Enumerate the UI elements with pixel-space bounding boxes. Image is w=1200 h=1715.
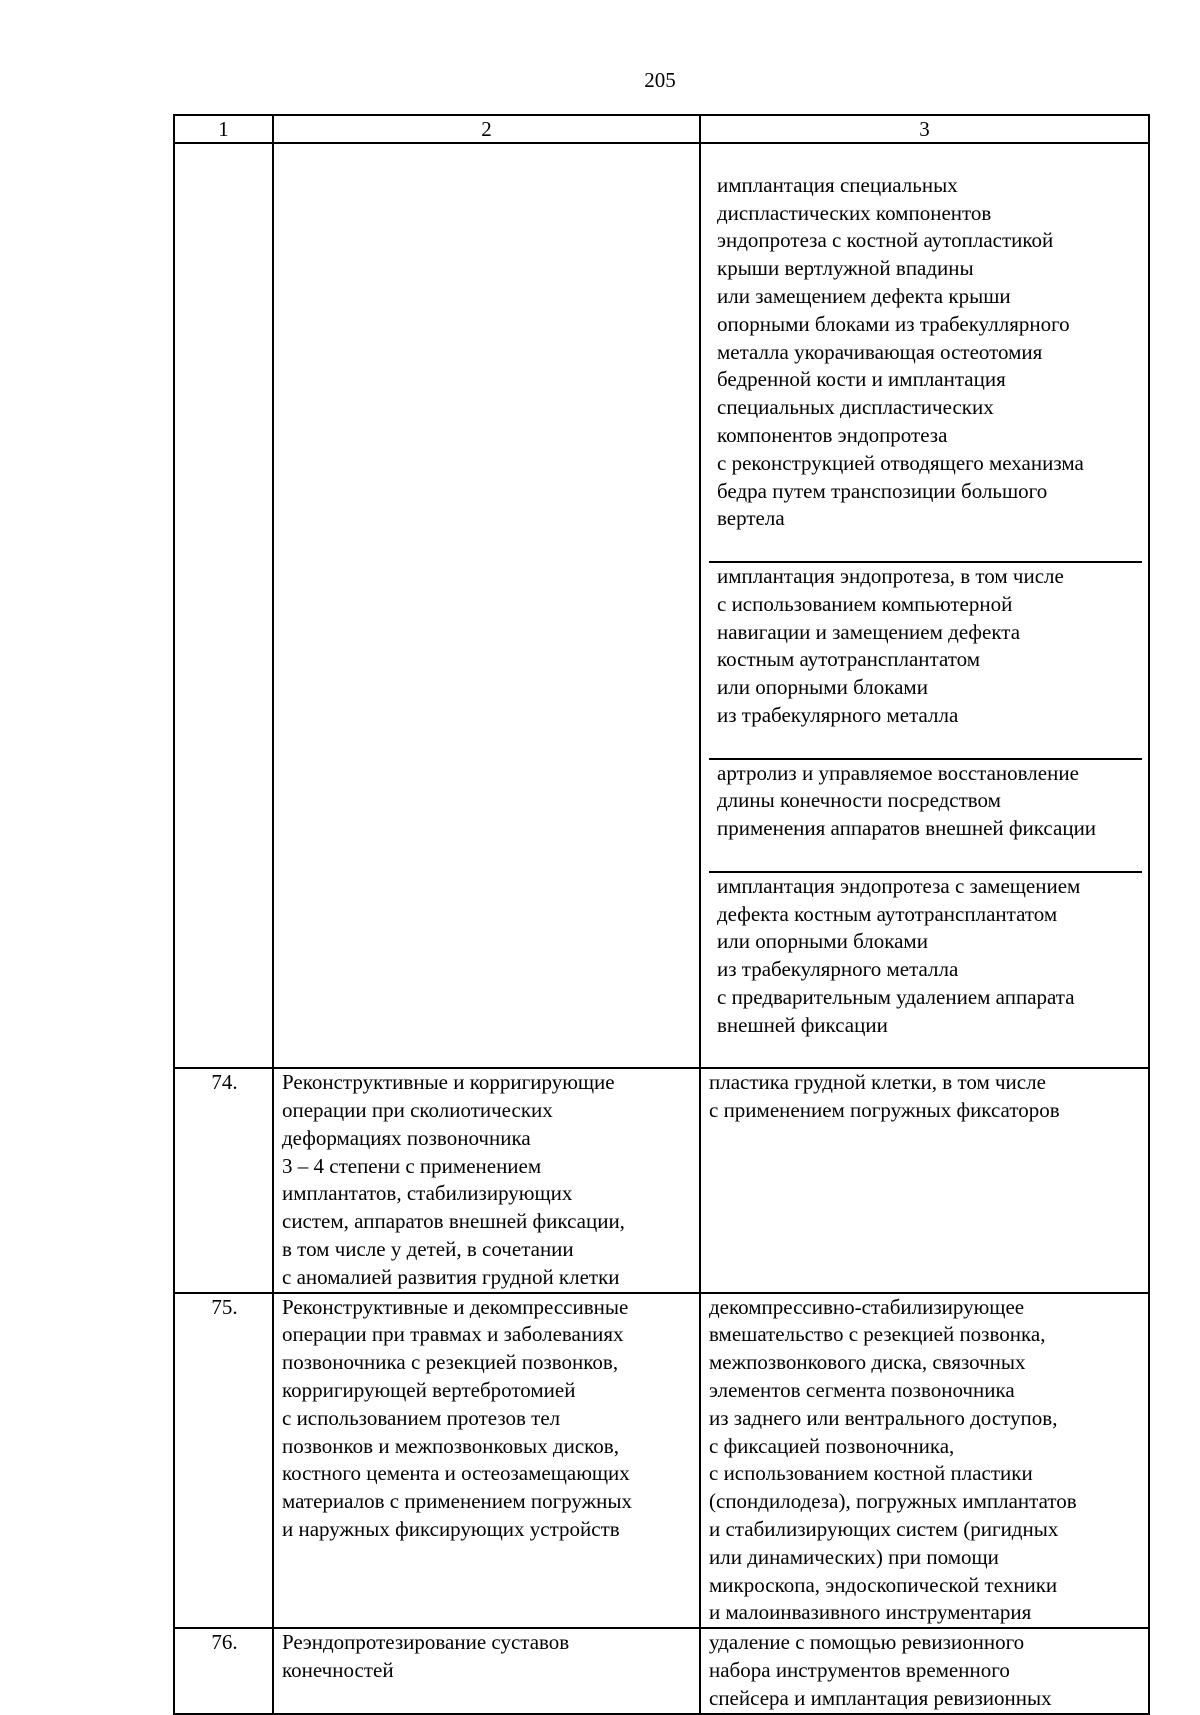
- column-header-1: 1: [174, 115, 273, 143]
- column-header-2: 2: [273, 115, 700, 143]
- table-row-continuation: [174, 143, 1149, 1068]
- page-number: 205: [644, 68, 676, 92]
- row-description-cell: [273, 143, 700, 1068]
- method-item: имплантация специальных диспластических компонентов эндопротеза с костной аутопластикой крыши вертлужной впадины или замещением дефекта крыши опорными блоками из трабекуллярного металла укорачивающая остеотомия бедренной кости и имплантация специальных диспластических компонентов эндопротеза с реконструкцией отводящего механизма бедра путем транспозиции большого вертела: [717, 172, 1084, 531]
- row-method: пластика грудной клетки, в том числе с применением погружных фиксаторов: [700, 1068, 1149, 1292]
- method-item: артролиз и управляемое восстановление длины конечности посредством применения аппаратов внешней фиксации: [709, 758, 1142, 843]
- row-description: Реэндопротезирование суставов конечностей: [273, 1628, 700, 1713]
- row-method: декомпрессивно-стабилизирующее вмешательство с резекцией позвонка, межпозвонкового диска, связочных элементов сегмента позвоночника из заднего или вентрального доступов, с фиксацией позвоночника, с использованием костной пластики (спондилодеза), погружных имплантатов и стабилизирующих систем (ригидных или динамических) при помощи микроскопа, эндоскопической техники и малоинвазивного инструментария: [700, 1293, 1149, 1629]
- method-item: имплантация эндопротеза с замещением дефекта костным аутотрансплантатом или опорными блоками из трабекулярного металла с предварительным удалением аппарата внешней фиксации: [709, 871, 1142, 1040]
- row-number: 75.: [174, 1293, 273, 1629]
- row-number-cell: [174, 143, 273, 1068]
- row-method: удаление с помощью ревизионного набора инструментов временного спейсера и имплантация ревизионных: [700, 1628, 1149, 1713]
- row-description: Реконструктивные и декомпрессивные операции при травмах и заболеваниях позвоночника с резекцией позвонков, корригирующей вертебротомией с использованием протезов тел позвонков и межпозвонковых дисков, костного цемента и остеозамещающих материалов с применением погружных и наружных фиксирующих устройств: [273, 1293, 700, 1629]
- table-row: [174, 1293, 1149, 1629]
- procedures-table: [173, 114, 1150, 1715]
- row-number: 76.: [174, 1628, 273, 1713]
- method-item: имплантация эндопротеза, в том числе с использованием компьютерной навигации и замещением дефекта костным аутотрансплантатом или опорными блоками из трабекулярного металла: [709, 561, 1142, 730]
- column-header-3: 3: [700, 115, 1149, 143]
- table-header-row: [174, 115, 1149, 143]
- table-row: [174, 1068, 1149, 1292]
- row-description: Реконструктивные и корригирующие операции при сколиотических деформациях позвоночника 3 – 4 степени с применением имплантатов, стабилизирующих систем, аппаратов внешней фиксации, в том числе у детей, в сочетании с аномалией развития грудной клетки: [273, 1068, 700, 1292]
- row-methods-cell: [700, 143, 1149, 1068]
- table-row: [174, 1628, 1149, 1713]
- row-number: 74.: [174, 1068, 273, 1292]
